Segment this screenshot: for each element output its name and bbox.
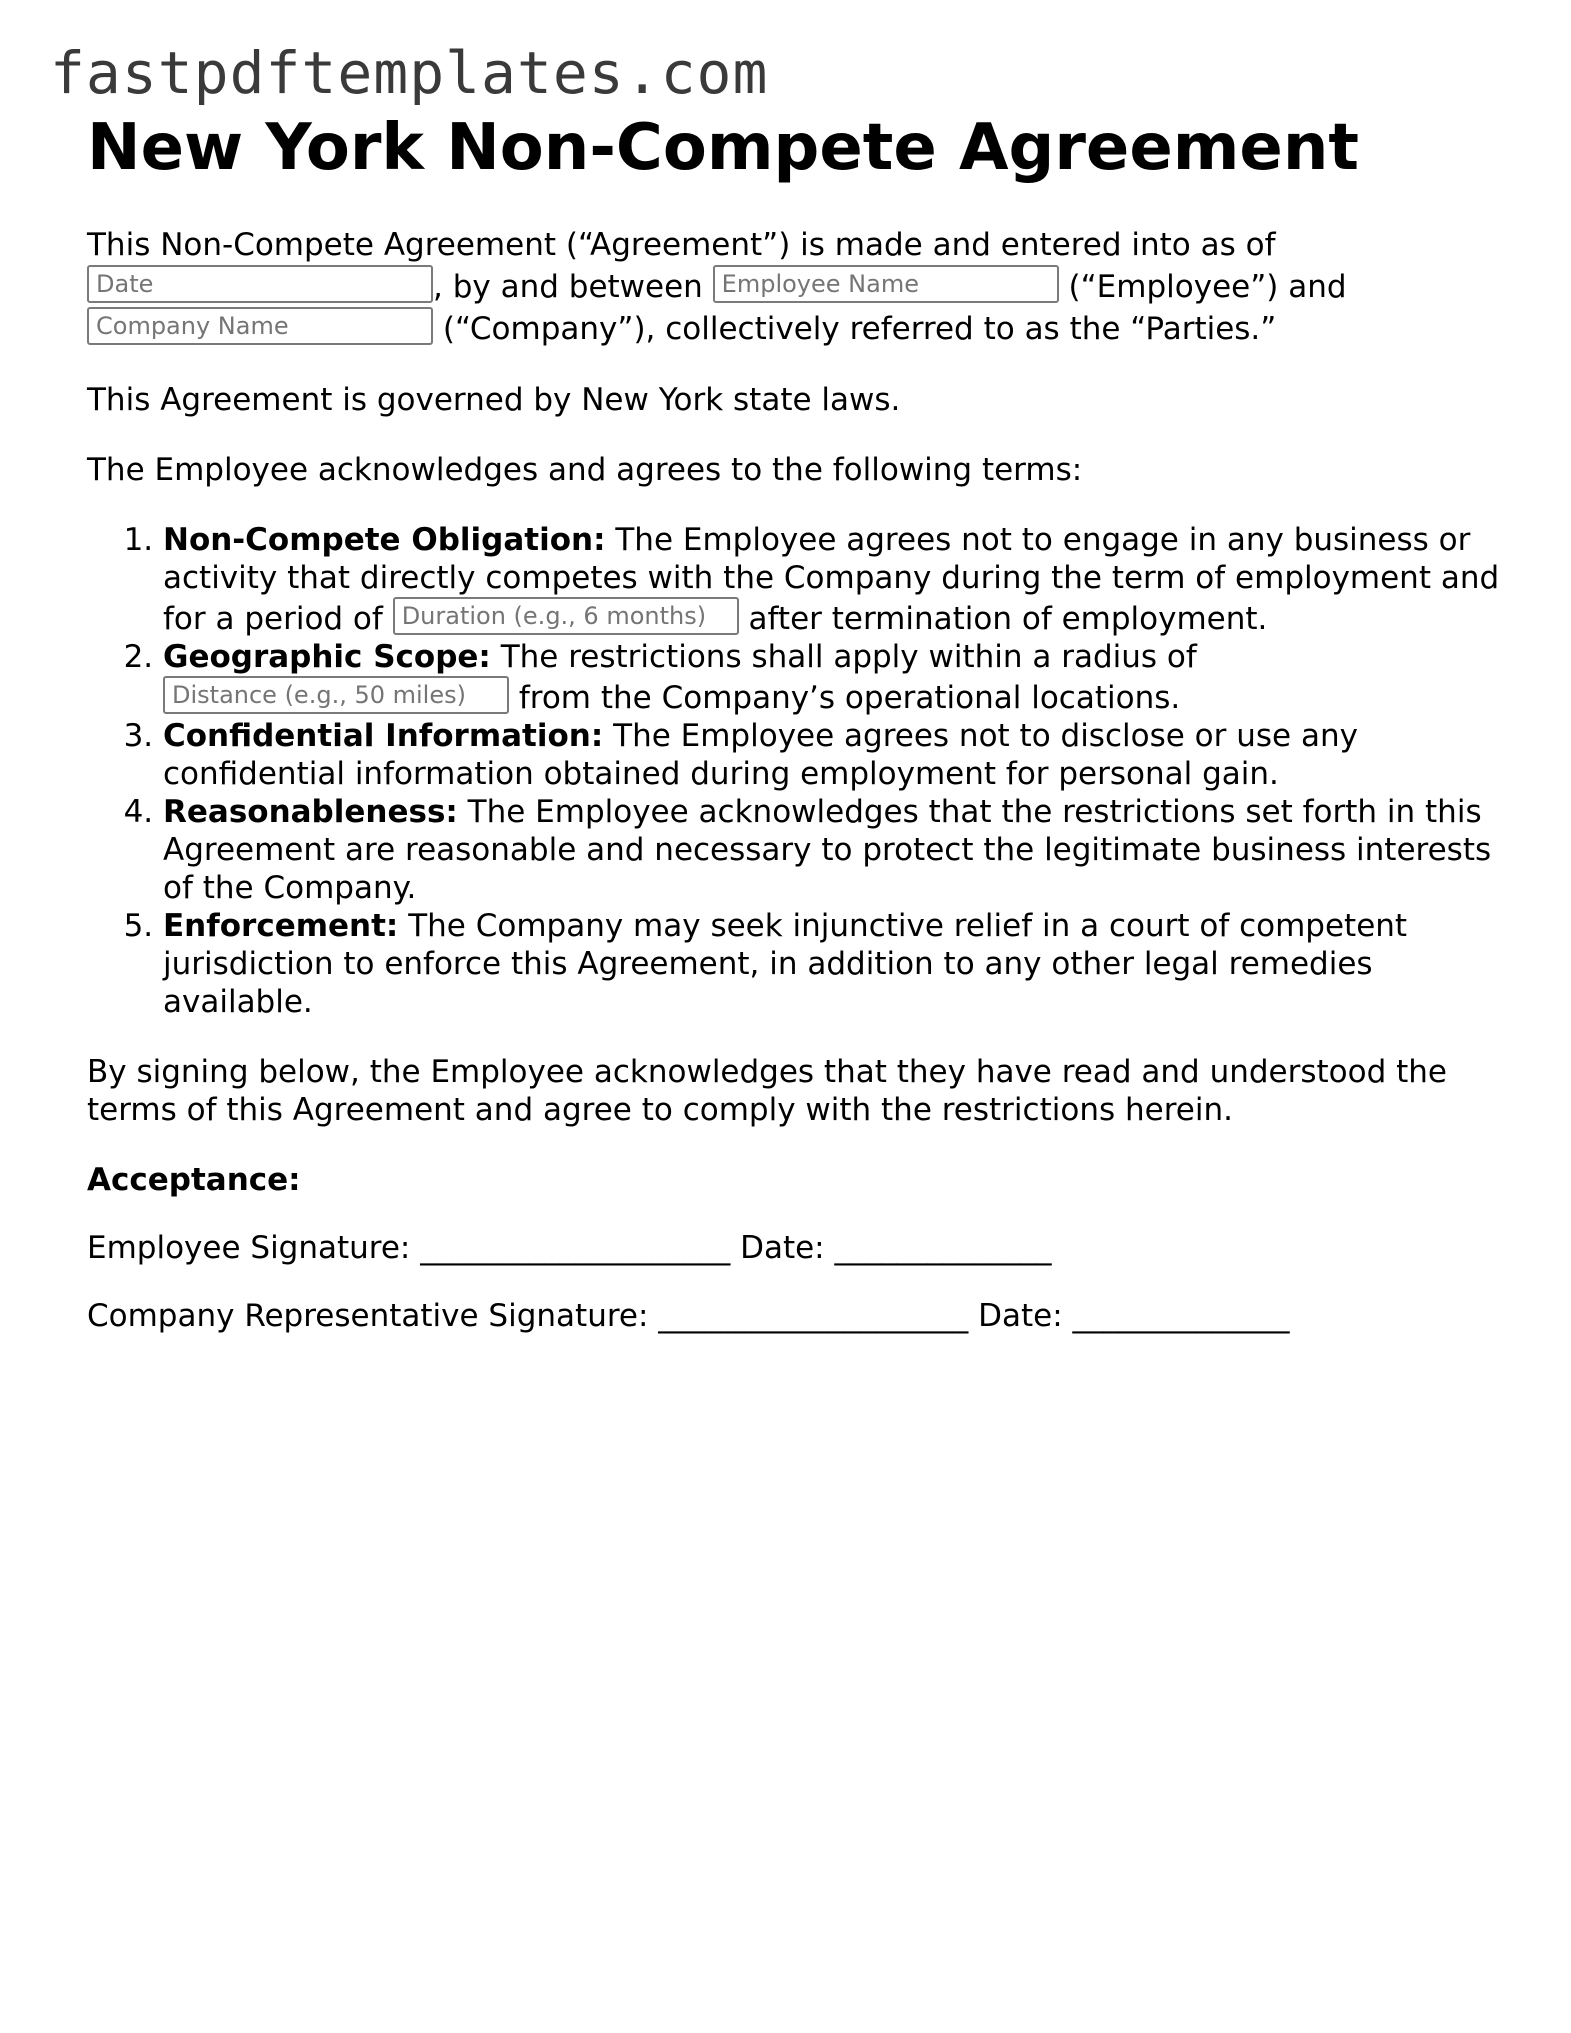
company-name-field[interactable]: Company Name xyxy=(87,307,433,345)
term-item-2 xyxy=(163,638,1507,717)
acceptance-heading: Acceptance: xyxy=(87,1161,301,1198)
term-item-4 xyxy=(163,793,1507,907)
terms-list xyxy=(87,521,1507,1021)
distance-field[interactable]: Distance (e.g., 50 miles) xyxy=(163,676,509,714)
term-title: Confidential Information: xyxy=(163,717,604,754)
term-item-5 xyxy=(163,907,1507,1021)
term-text-after: after termination of employment. xyxy=(748,600,1268,637)
acknowledge-paragraph: The Employee acknowledges and agrees to the following terms: xyxy=(87,451,1083,488)
employee-name-field[interactable]: Employee Name xyxy=(713,265,1059,303)
term-title: Non-Compete Obligation: xyxy=(163,521,606,558)
watermark-text: fastpdftemplates.com xyxy=(50,39,769,107)
intro-text-2: , by and between xyxy=(433,268,703,305)
term-text: The Employee agrees not to disclose or use any confidential information obtained during employment for personal gain. xyxy=(163,717,1358,792)
term-text: The restrictions shall apply within a radius of xyxy=(500,638,1197,675)
intro-text-4: (“Company”), collectively referred to as the “Parties.” xyxy=(442,310,1277,347)
document-page xyxy=(87,112,1507,1335)
employee-signature-line: Employee Signature: ____________________ Date: ______________ xyxy=(87,1229,1052,1266)
intro-paragraph xyxy=(87,226,1507,349)
term-item-1 xyxy=(163,521,1507,638)
term-item-3 xyxy=(163,717,1507,793)
document-title: New York Non-Compete Agreement xyxy=(87,111,1359,185)
term-title: Geographic Scope: xyxy=(163,638,491,675)
governed-paragraph: This Agreement is governed by New York state laws. xyxy=(87,381,901,418)
term-title: Enforcement: xyxy=(163,907,399,944)
company-signature-line: Company Representative Signature: ____________________ Date: ______________ xyxy=(87,1297,1290,1334)
term-title: Reasonableness: xyxy=(163,793,458,830)
duration-field[interactable]: Duration (e.g., 6 months) xyxy=(393,597,739,635)
closing-paragraph: By signing below, the Employee acknowledges that they have read and understood the terms of this Agreement and agree to comply with the restrictions herein. xyxy=(87,1053,1448,1128)
term-text: The Employee acknowledges that the restrictions set forth in this Agreement are reasonable and necessary to protect the legitimate business interests of the Company. xyxy=(163,793,1492,906)
date-field[interactable]: Date xyxy=(87,265,433,303)
intro-text-3: (“Employee”) and xyxy=(1068,268,1347,305)
term-text-after: from the Company’s operational locations. xyxy=(518,679,1181,716)
term-text: The Employee agrees not to engage in any business or activity that directly competes with the Company during the term of employment and for a period of xyxy=(163,521,1500,637)
term-text: The Company may seek injunctive relief in a court of competent jurisdiction to enforce this Agreement, in addition to any other legal remedies available. xyxy=(163,907,1408,1020)
intro-text-1: This Non-Compete Agreement (“Agreement”) is made and entered into as of xyxy=(87,226,1276,263)
